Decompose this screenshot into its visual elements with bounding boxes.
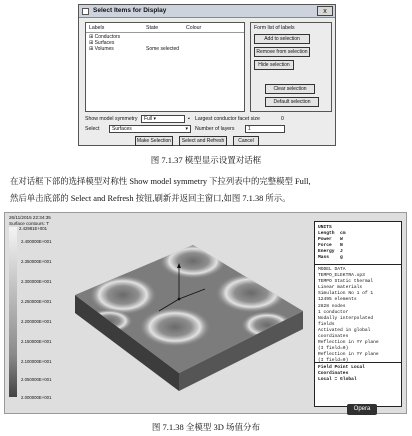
legend-tick-7: 2.050000E+001 bbox=[21, 377, 52, 382]
largest-facet-label: Largest conductor facet size bbox=[195, 116, 260, 122]
largest-facet-value: 0 bbox=[281, 116, 284, 122]
model-data-block: MODEL DATA TEMPO_ELEKTRA.op3 TEMPO Static thermal Linear materials Simulation No 1 of 1 12495 elements 2828 nodes 1 conductor Nodally interpolated fields Activated in global coordinates Reflection in YY plane (I field=0) Reflection in YY plane (I field=0) bbox=[318, 267, 379, 364]
make-selection-button[interactable]: Make Selection bbox=[136, 138, 172, 144]
legend-tick-4: 2.200000E+001 bbox=[21, 319, 52, 324]
legend-tick-0: 2.400000E+001 bbox=[21, 239, 52, 244]
info-panel bbox=[314, 221, 402, 407]
tree-item-label: Surfaces bbox=[94, 40, 115, 46]
opera-logo: Opera bbox=[347, 404, 377, 415]
labels-header: Labels bbox=[89, 25, 105, 31]
layers-input[interactable]: 1 bbox=[245, 125, 285, 133]
symmetry-value: Full bbox=[144, 116, 153, 122]
remove-selection-button[interactable]: Remove from selection bbox=[254, 47, 310, 57]
tree-item-volumes[interactable]: ⊞ Volumes bbox=[89, 46, 114, 52]
state-header: State bbox=[146, 25, 159, 31]
layers-label: Number of layers bbox=[195, 126, 235, 132]
units-block: UNITS Length cm Power W Force N Energy J Mass g bbox=[318, 225, 346, 261]
select-value: Surfaces bbox=[112, 126, 132, 132]
colour-header: Colour bbox=[186, 25, 202, 31]
field-point-block: Field Point Local Coordinates Local = Global bbox=[318, 365, 365, 383]
legend-tick-6: 2.100000E+001 bbox=[21, 359, 52, 364]
hot-ring bbox=[159, 243, 227, 279]
tree-item-state: Some selected bbox=[146, 46, 180, 52]
legend-tick-1: 2.350000E+001 bbox=[21, 259, 52, 264]
tree-item-conductors[interactable]: ⊞ Conductors bbox=[89, 34, 121, 40]
figure-caption-7-1-38: 图 7.1.38 全模型 3D 场值分布 bbox=[151, 422, 261, 432]
forms-header: Form list of labels bbox=[254, 25, 295, 31]
legend-title: Surface contours: T bbox=[9, 221, 50, 226]
body-text-line-2: 然后单击底部的 Select and Refresh 按钮,刷新并返回主窗口,如图 7.1.38 所示。 bbox=[10, 194, 291, 203]
legend-tick-3: 2.250000E+001 bbox=[21, 299, 52, 304]
labels-list[interactable] bbox=[85, 22, 245, 112]
opera-3d-viewer bbox=[4, 212, 407, 414]
tree-item-label: Volumes bbox=[94, 46, 114, 52]
legend-tick-5: 2.150000E+001 bbox=[21, 339, 52, 344]
legend-colorbar bbox=[9, 227, 17, 397]
legend-tick-8: 2.000000E+001 bbox=[21, 395, 52, 400]
chevron-down-icon: ▾ bbox=[185, 126, 188, 132]
select-refresh-button[interactable]: Select and Refresh bbox=[179, 136, 227, 146]
select-label: Select bbox=[85, 126, 100, 132]
dialog-titlebar bbox=[79, 5, 335, 18]
default-selection-button[interactable]: Default selection bbox=[265, 97, 319, 107]
clear-selection-button[interactable]: Clear selection bbox=[265, 84, 315, 94]
tree-item-label: Conductors bbox=[94, 34, 121, 40]
header-divider bbox=[86, 32, 244, 33]
hot-ring bbox=[89, 275, 157, 315]
checkbox-icon[interactable]: ▪ bbox=[188, 116, 190, 122]
model-surface-plot[interactable] bbox=[51, 223, 311, 411]
add-selection-button[interactable]: Add to selection bbox=[254, 34, 310, 44]
select-items-dialog bbox=[78, 4, 336, 146]
axis-origin bbox=[178, 298, 181, 301]
legend-max: 2.42981E+001 bbox=[19, 226, 48, 231]
panel-divider bbox=[315, 362, 401, 363]
select-dropdown[interactable] bbox=[109, 125, 191, 133]
hot-ring bbox=[215, 273, 287, 313]
body-text-line-1: 在对话框下部的选择模型对称性 Show model symmetry 下拉列表中的完整模型 Full, bbox=[10, 177, 311, 186]
timestamp: 26/11/2015 22:34:35 bbox=[9, 215, 51, 220]
symmetry-select[interactable]: Full ▾ bbox=[141, 115, 185, 123]
symmetry-label: Show model symmetry bbox=[85, 116, 138, 122]
form-list-panel bbox=[250, 22, 332, 112]
dialog-app-icon bbox=[82, 8, 89, 15]
dialog-title: Select Items for Display bbox=[93, 7, 167, 14]
legend-tick-2: 2.300000E+001 bbox=[21, 279, 52, 284]
tree-item-surfaces[interactable]: ⊞ Surfaces bbox=[89, 40, 115, 46]
cancel-button[interactable]: Cancel bbox=[233, 136, 259, 146]
panel-divider bbox=[315, 264, 401, 265]
close-button[interactable]: x bbox=[317, 6, 333, 16]
hide-selection-button[interactable]: Hide selection bbox=[254, 60, 294, 70]
figure-caption-7-1-37: 图 7.1.37 模型显示设置对话框 bbox=[150, 155, 262, 165]
hot-ring bbox=[139, 307, 211, 347]
